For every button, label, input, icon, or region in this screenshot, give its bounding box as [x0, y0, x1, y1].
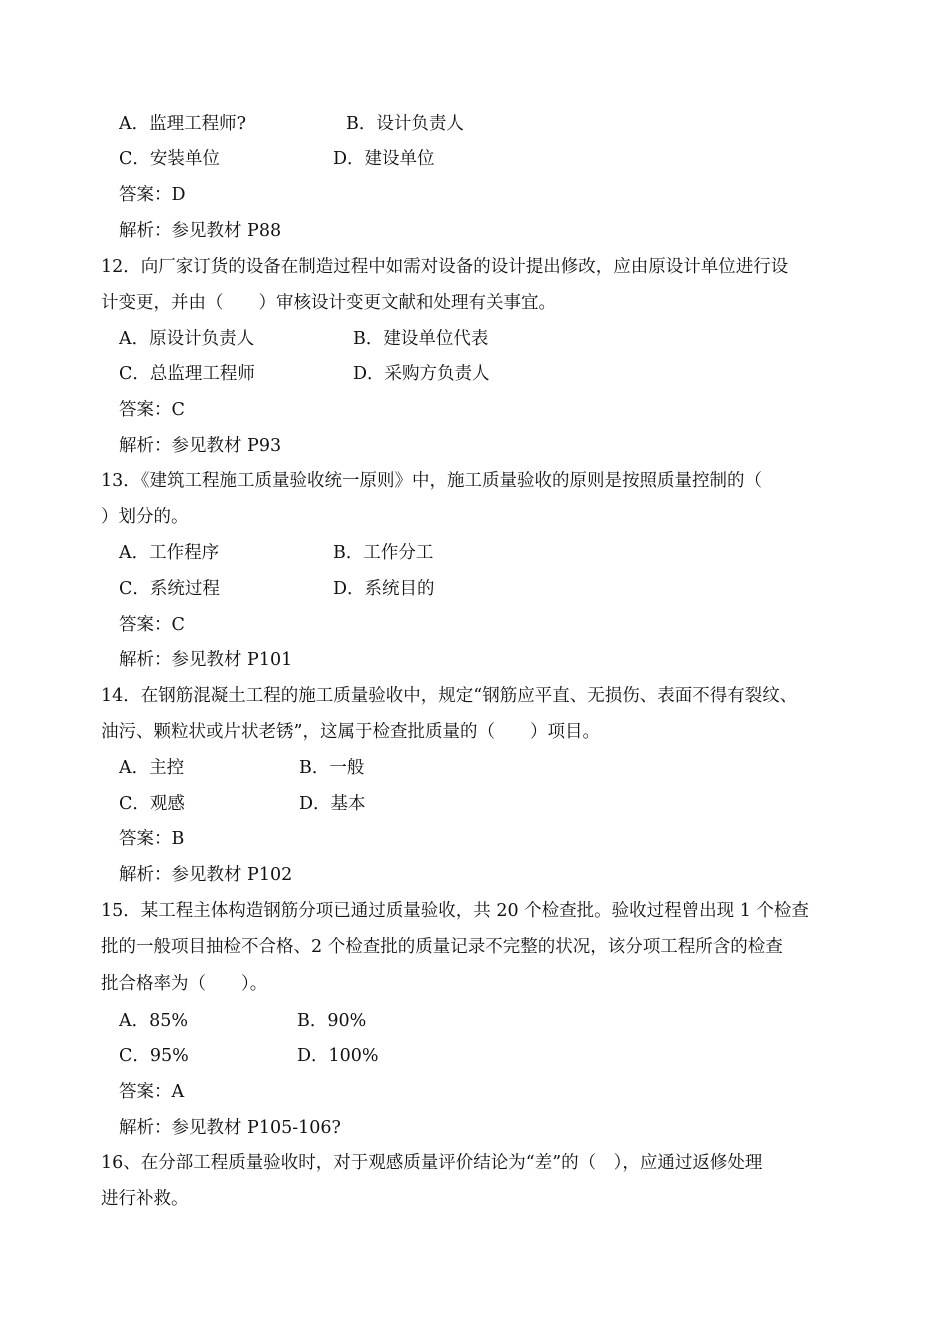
q13-option-a: A．工作程序	[119, 543, 220, 563]
q13-option-b: B．工作分工	[333, 543, 434, 563]
q11-option-a: A．监理工程师?	[119, 114, 247, 134]
q12-option-a: A．原设计负责人	[119, 329, 255, 349]
q12-stem-line1: 12．向厂家订货的设备在制造过程中如需对设备的设计提出修改，应由原设计单位进行设	[101, 257, 789, 277]
q16-stem-line1: 16、在分部工程质量验收时，对于观感质量评价结论为“差”的（ ），应通过返修处理	[101, 1153, 763, 1173]
q15-option-b: B．90%	[297, 1011, 367, 1031]
q16-stem-line2: 进行补救。	[101, 1189, 189, 1209]
q14-option-c: C．观感	[119, 794, 185, 814]
q11-option-d: D．建设单位	[333, 149, 435, 169]
q15-answer: 答案：A	[119, 1082, 185, 1102]
q11-answer: 答案：D	[119, 185, 186, 205]
q11-option-c: C．安装单位	[119, 149, 220, 169]
q12-option-d: D．采购方负责人	[353, 364, 490, 384]
q13-answer: 答案：C	[119, 615, 185, 635]
q12-stem-line2: 计变更，并由（ ）审核设计变更文献和处理有关事宜。	[101, 293, 556, 313]
q11-analysis: 解析：参见教材 P88	[119, 221, 282, 241]
q15-stem-line2: 批的一般项目抽检不合格、2 个检查批的质量记录不完整的状况，该分项工程所含的检查	[101, 937, 783, 957]
q14-option-a: A．主控	[119, 758, 185, 778]
q12-analysis: 解析：参见教材 P93	[119, 436, 282, 456]
q13-option-c: C．系统过程	[119, 579, 220, 599]
q14-analysis: 解析：参见教材 P102	[119, 865, 293, 885]
q12-answer: 答案：C	[119, 400, 185, 420]
q11-option-b: B．设计负责人	[346, 114, 464, 134]
q15-stem-line3: 批合格率为（ ）。	[101, 974, 268, 994]
q14-stem-line2: 油污、颗粒状或片状老锈”，这属于检查批质量的（ ）项目。	[101, 722, 600, 742]
q14-answer: 答案：B	[119, 829, 185, 849]
q15-option-d: D．100%	[297, 1046, 379, 1066]
q15-option-c: C．95%	[119, 1046, 189, 1066]
q12-option-c: C．总监理工程师	[119, 364, 255, 384]
q13-stem-line2: ）划分的。	[101, 507, 189, 527]
q14-stem-line1: 14．在钢筋混凝土工程的施工质量验收中，规定“钢筋应平直、无损伤、表面不得有裂纹、	[101, 686, 798, 706]
q13-stem-line1: 13．《建筑工程施工质量验收统一原则》中，施工质量验收的原则是按照质量控制的（	[101, 471, 763, 491]
q15-stem-line1: 15．某工程主体构造钢筋分项已通过质量验收，共 20 个检查批。验收过程曾出现 1 个检查	[101, 901, 809, 921]
q15-analysis: 解析：参见教材 P105-106?	[119, 1118, 341, 1138]
q15-option-a: A．85%	[119, 1011, 189, 1031]
q13-option-d: D．系统目的	[333, 579, 435, 599]
q12-option-b: B．建设单位代表	[353, 329, 489, 349]
q14-option-d: D．基本	[299, 794, 366, 814]
q13-analysis: 解析：参见教材 P101	[119, 650, 293, 670]
q14-option-b: B．一般	[299, 758, 365, 778]
